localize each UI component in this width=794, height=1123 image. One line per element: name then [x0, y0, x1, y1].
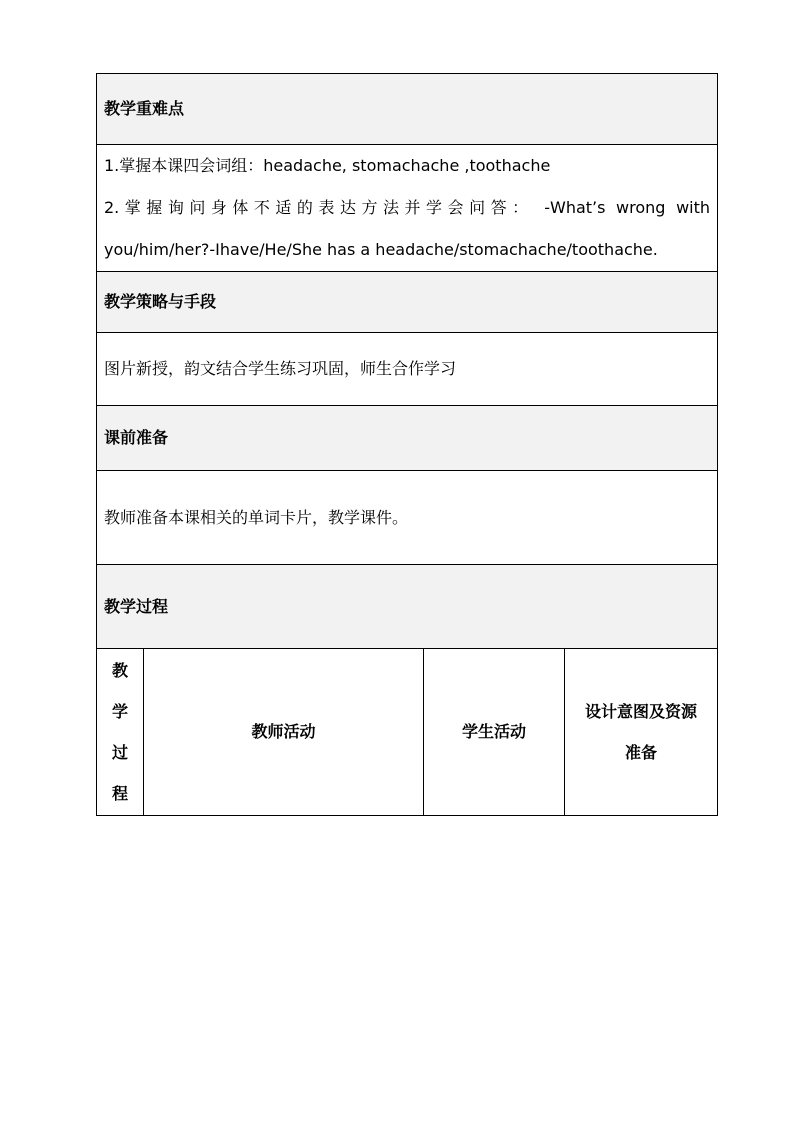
preparation-title: 课前准备 [97, 406, 718, 471]
process-title: 教学过程 [97, 565, 718, 649]
key-points-header-row [97, 74, 718, 145]
stage-char-1: 教 [111, 661, 128, 680]
student-activity-header: 学生活动 [424, 649, 565, 816]
process-header-row [97, 565, 718, 649]
stage-char-3: 过 [111, 743, 128, 762]
lesson-plan-table [96, 73, 718, 816]
strategy-title: 教学策略与手段 [97, 272, 718, 333]
key-points-title: 教学重难点 [97, 74, 718, 145]
teacher-activity-header: 教师活动 [144, 649, 424, 816]
key-point-line-1: 1.掌握本课四会词组：headache, stomachache ,toothache [104, 156, 551, 175]
strategy-content-row [97, 333, 718, 406]
preparation-header-row [97, 406, 718, 471]
process-columns-row [97, 649, 718, 816]
key-points-content-row [97, 145, 718, 272]
key-point-line-3: you/him/her?-Ihave/He/She has a headache/stomachache/toothache. [104, 240, 658, 259]
design-line-1: 设计意图及资源 [585, 702, 698, 721]
key-point-line-2: 2.掌握询问身体不适的表达方法并学会问答： -What’s wrong with [104, 198, 711, 217]
key-points-content [97, 145, 718, 272]
design-line-2: 准备 [625, 743, 658, 762]
preparation-content-row [97, 471, 718, 565]
design-resource-header [565, 649, 718, 816]
strategy-text: 图片新授，韵文结合学生练习巩固，师生合作学习 [97, 333, 718, 406]
stage-column-header [97, 649, 144, 816]
preparation-text: 教师准备本课相关的单词卡片，教学课件。 [97, 471, 718, 565]
strategy-header-row [97, 272, 718, 333]
stage-char-4: 程 [111, 784, 128, 803]
stage-char-2: 学 [111, 702, 128, 721]
